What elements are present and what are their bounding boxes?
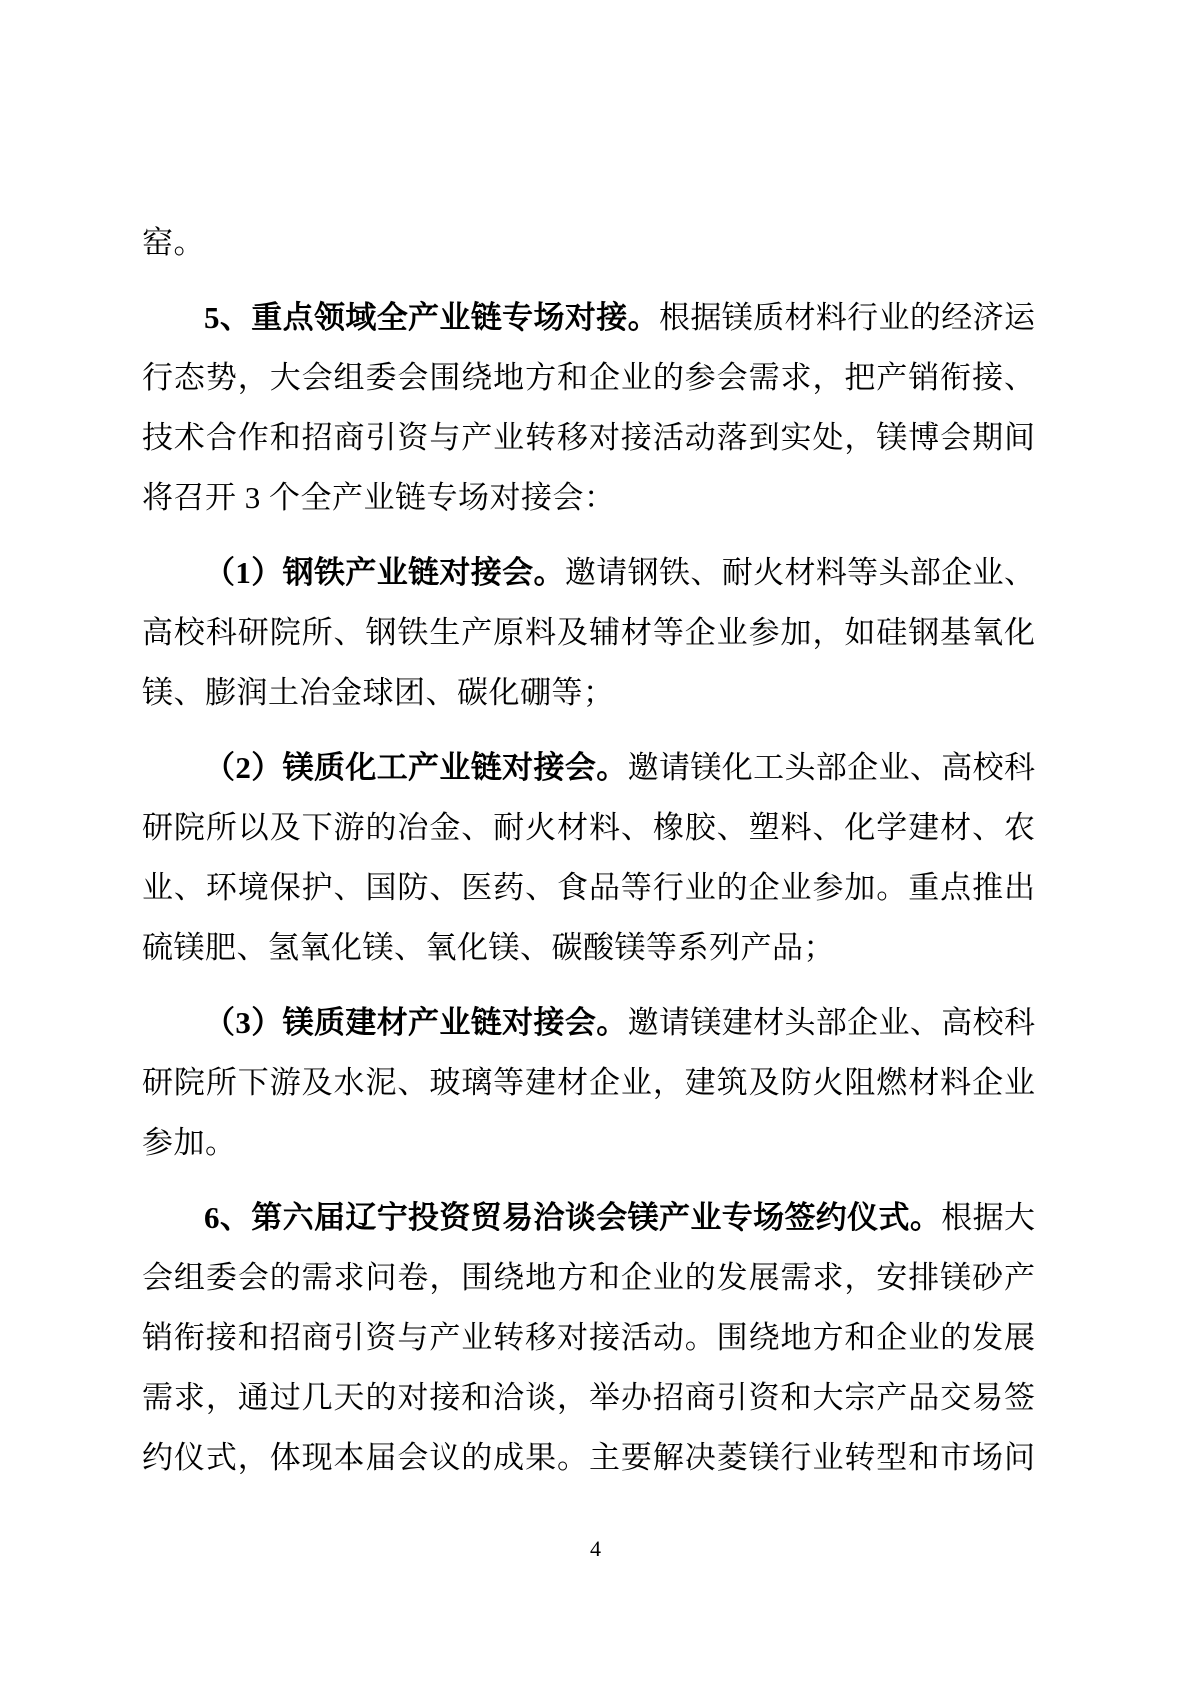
text-segment: 销衔接和招商引资与产业转移对接活动。围绕地方和企业的发展 (142, 1320, 1035, 1355)
text-segment: 邀请镁化工头部企业、高校科 (627, 750, 1036, 785)
text-segment: 高校科研院所、钢铁生产原料及辅材等企业参加，如硅钢基氧化 (142, 615, 1035, 650)
text-segment: 邀请镁建材头部企业、高校科 (627, 1005, 1036, 1040)
text-segment: 将召开 3 个全产业链专场对接会： (142, 480, 616, 515)
paragraph (142, 1188, 1035, 1488)
text-line (142, 1188, 1035, 1248)
text-line (142, 603, 1035, 663)
text-segment: 硫镁肥、氢氧化镁、氧化镁、碳酸镁等系列产品； (142, 930, 835, 965)
text-segment: 邀请钢铁、耐火材料等头部企业、 (564, 555, 1036, 590)
text-line (142, 738, 1035, 798)
text-line (142, 918, 1035, 978)
heading-text-segment: （2）镁质化工产业链对接会。 (204, 750, 628, 785)
text-line (142, 288, 1035, 348)
paragraph (142, 543, 1035, 723)
text-line (142, 468, 1035, 528)
text-segment: 参加。 (142, 1125, 237, 1160)
text-line (142, 543, 1035, 603)
text-line (142, 1368, 1035, 1428)
text-segment: 研院所以及下游的冶金、耐火材料、橡胶、塑料、化学建材、农 (142, 810, 1035, 845)
text-line (142, 213, 1035, 273)
page-number: 4 (590, 1536, 601, 1561)
text-line (142, 798, 1035, 858)
heading-text-segment: （1）钢铁产业链对接会。 (204, 555, 565, 590)
text-segment: 根据镁质材料行业的经济运 (658, 300, 1036, 335)
paragraph (142, 288, 1035, 528)
text-line (142, 1053, 1035, 1113)
text-segment: 业、环境保护、国防、医药、食品等行业的企业参加。重点推出 (142, 870, 1035, 905)
text-segment: 根据大 (941, 1200, 1036, 1235)
text-segment: 约仪式，体现本届会议的成果。主要解决菱镁行业转型和市场问 (142, 1440, 1035, 1475)
paragraph (142, 213, 1035, 273)
text-segment: 需求，通过几天的对接和洽谈，举办招商引资和大宗产品交易签 (142, 1380, 1035, 1415)
text-segment: 技术合作和招商引资与产业转移对接活动落到实处，镁博会期间 (142, 420, 1035, 455)
heading-text-segment: 5、重点领域全产业链专场对接。 (204, 300, 659, 335)
heading-text-segment: 6、第六届辽宁投资贸易洽谈会镁产业专场签约仪式。 (204, 1200, 942, 1235)
text-line (142, 1113, 1035, 1173)
paragraph (142, 993, 1035, 1173)
text-line (142, 663, 1035, 723)
text-segment: 行态势，大会组委会围绕地方和企业的参会需求，把产销衔接、 (142, 360, 1035, 395)
document-body (142, 213, 1035, 1488)
text-segment: 研院所下游及水泥、玻璃等建材企业，建筑及防火阻燃材料企业 (142, 1065, 1035, 1100)
text-segment: 会组委会的需求问卷，围绕地方和企业的发展需求，安排镁砂产 (142, 1260, 1035, 1295)
text-line (142, 993, 1035, 1053)
text-line (142, 1428, 1035, 1488)
heading-text-segment: （3）镁质建材产业链对接会。 (204, 1005, 628, 1040)
text-line (142, 408, 1035, 468)
paragraph (142, 738, 1035, 978)
text-segment: 镁、膨润土冶金球团、碳化硼等； (142, 675, 615, 710)
text-line (142, 858, 1035, 918)
text-line (142, 348, 1035, 408)
text-line (142, 1308, 1035, 1368)
text-line (142, 1248, 1035, 1308)
text-segment: 窑。 (142, 225, 205, 260)
